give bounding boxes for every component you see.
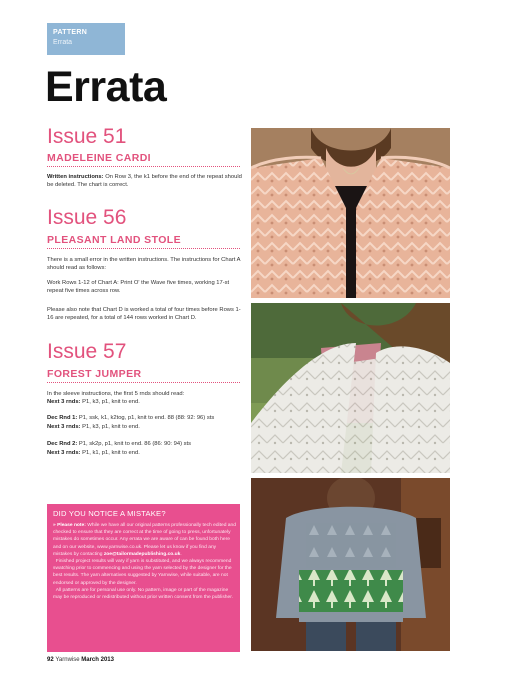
errata-paragraph: Work Rows 1-12 of Chart A: Print O' the Wave five times, working 17-st repeat five times across row. (47, 280, 230, 295)
issue-date: March 2013 (81, 657, 114, 663)
magazine-name: Yarnwise (55, 657, 80, 663)
errata-paragraph: Next 3 rnds: P1, k1, p1, knit to end. (47, 450, 140, 456)
errata-paragraph: Written instructions: On Row 3, the k1 before the end of the repeat should be deleted. The chart is correct. (47, 174, 242, 189)
errata-paragraph: Next 3 rnds: P1, k3, p1, knit to end. (47, 424, 140, 430)
section-sublabel: Errata (53, 39, 73, 46)
errata-paragraph: Please also note that Chart D is worked a total of four times before Rows 1-16 are repeated, for a total of 144 rows worked in Chart D. (47, 307, 241, 322)
page-footer (47, 657, 114, 663)
notice-text: » Please note: While we have all our original patterns professionally tech edited and checked to ensure that they are correct at the time of going to press, unfortunately mistakes do sometimes occur. Any errata we are aware of can be found both here and on our website, www.yarnwise.co.uk. Please let us know if you find any mistakes by contacting zoe@tailormadepublishing.co.uk. Finished project results will vary if yarn is substituted, and we always recommend swatching prior to commencing and using the yarn selected by the designer for the best results. The yarn alternatives suggested by Yarnwise, while suitable, are not endorsed or approved by the designer. All patterns are for personal use only. No pattern, image or part of the magazine may be reproduced or redistributed without prior written consent from the publisher. (53, 523, 236, 601)
cardigan-photo (251, 128, 450, 298)
contact-email-link[interactable]: zoe@tailormadepublishing.co.uk (103, 551, 181, 557)
pattern-title: PLEASANT LAND STOLE (47, 234, 181, 246)
notice-box (47, 504, 240, 652)
errata-paragraph: Next 3 rnds: P1, k3, p1, knit to end. (47, 399, 140, 405)
issue-heading: Issue 51 (47, 125, 127, 148)
divider (47, 166, 240, 167)
jumper-photo (251, 478, 450, 651)
divider (47, 382, 240, 383)
errata-paragraph: Dec Rnd 2: P1, sk2p, p1, knit to end. 86 (86: 90: 94) sts (47, 441, 192, 447)
divider (47, 248, 240, 249)
section-label: PATTERN (53, 29, 88, 36)
section-tag (47, 23, 125, 55)
errata-paragraph: In the sleeve instructions, the first 5 rnds should read: (47, 391, 185, 397)
page-number: 92 (47, 657, 54, 663)
notice-title: DID YOU NOTICE A MISTAKE? (53, 509, 166, 518)
pattern-title: FOREST JUMPER (47, 368, 142, 380)
issue-heading: Issue 57 (47, 340, 127, 363)
issue-heading: Issue 56 (47, 206, 127, 229)
errata-paragraph: Dec Rnd 1: P1, ssk, k1, k2tog, p1, knit to end. 88 (88: 92: 96) sts (47, 415, 215, 421)
pattern-title: MADELEINE CARDI (47, 152, 152, 164)
stole-photo (251, 303, 450, 473)
errata-paragraph: There is a small error in the written instructions. The instructions for Chart A should read as follows: (47, 257, 241, 272)
page-title: Errata (45, 63, 167, 111)
